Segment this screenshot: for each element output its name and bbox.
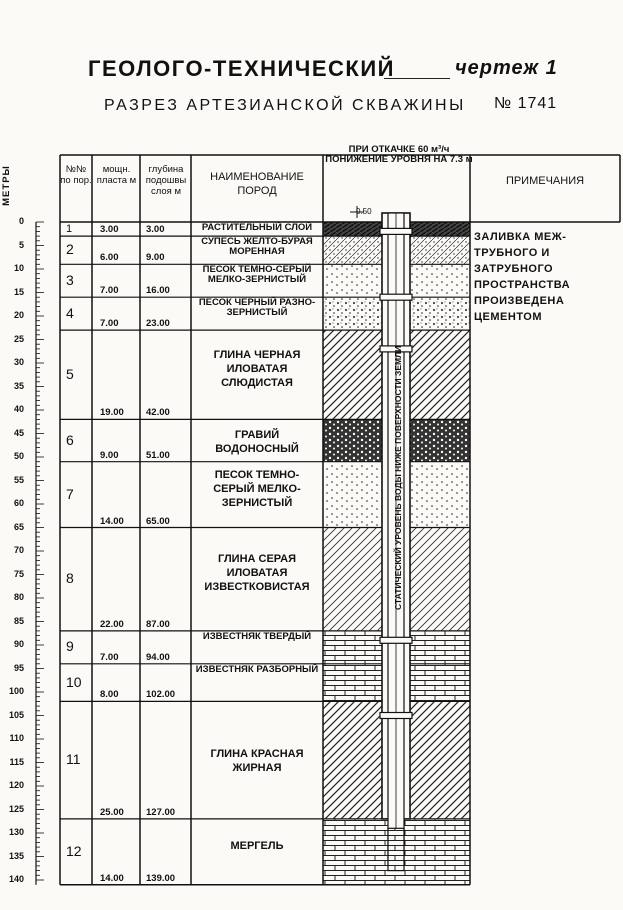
layer-bottom-depth: 102.00	[146, 689, 176, 701]
layer-index: 7	[66, 485, 74, 502]
layer-bottom-depth: 87.00	[146, 618, 170, 630]
layer-bottom-depth: 16.00	[146, 285, 170, 297]
notes-text: ЗАЛИВКА МЕЖ-ТРУБНОГО И ЗАТРУБНОГО ПРОСТРАНСТВА ПРОИЗВЕДЕНА ЦЕМЕНТОМ	[474, 231, 571, 323]
layer-rock-name: РАСТИТЕЛЬНЫЙ СЛОЙ	[201, 222, 313, 233]
depth-tick-label: 5	[18, 239, 24, 250]
depth-tick-label: 125	[8, 803, 24, 814]
depth-tick-label: 0	[18, 216, 24, 226]
depth-tick-label: 15	[13, 286, 24, 297]
layer-thickness: 7.00	[100, 285, 119, 297]
depth-tick-label: 85	[13, 615, 24, 626]
layer-index: 11	[66, 751, 81, 768]
layer-index: 8	[66, 570, 74, 587]
layer-bottom-depth: 9.00	[146, 252, 165, 264]
layer-index: 3	[66, 271, 74, 288]
layer-bottom-depth: 3.00	[146, 224, 165, 236]
header-construction: ПРИ ОТКАЧКЕ 60 м³/ч ПОНИЖЕНИЕ УРОВНЯ НА 7.3 м	[325, 144, 473, 165]
layer-index: 10	[66, 673, 82, 690]
casing-shoe	[380, 713, 412, 719]
layer-rock-name: ПЕСОК ТЕМНО-СЕРЫЙ МЕЛКО-ЗЕРНИСТЫЙ	[213, 468, 301, 509]
water-level-mark: 0.50	[356, 207, 372, 216]
depth-tick-label: 115	[9, 756, 24, 767]
layer-thickness: 22.00	[100, 618, 124, 630]
casing-shoe	[380, 228, 412, 234]
depth-tick-label: 55	[13, 474, 24, 485]
depth-tick-label: 135	[8, 850, 24, 861]
layer-thickness: 7.00	[100, 651, 119, 663]
layer-index: 2	[66, 241, 74, 258]
casing-shoe	[380, 294, 412, 300]
layer-rock-name: МЕРГЕЛЬ	[230, 839, 284, 852]
layer-index: 6	[66, 431, 74, 448]
layer-rock-name: ПЕСОК ЧЕРНЫЙ РАЗНО-ЗЕРНИСТЫЙ	[198, 297, 316, 319]
depth-axis-label: МЕТРЫ	[0, 165, 12, 206]
layer-bottom-depth: 23.00	[146, 318, 170, 330]
static-level-label: СТАТИЧЕСКИЙ УРОВЕНЬ ВОДЫ НИЖЕ ПОВЕРХНОСТИ ЗЕМЛИ	[393, 345, 403, 610]
well-filter	[388, 828, 404, 870]
depth-tick-label: 25	[13, 333, 24, 344]
layer-index: 9	[66, 638, 74, 655]
depth-tick-label: 70	[13, 545, 24, 555]
depth-tick-label: 100	[8, 686, 24, 696]
depth-tick-label: 80	[13, 592, 24, 602]
layer-rock-name: СУПЕСЬ ЖЕЛТО-БУРАЯ МОРЕННАЯ	[201, 236, 313, 258]
layer-thickness: 9.00	[100, 449, 119, 461]
depth-tick-label: 40	[13, 404, 24, 414]
layer-thickness: 19.00	[100, 407, 124, 419]
header-bottom-depth: глубина подошвы слоя м	[145, 164, 187, 197]
layer-bottom-depth: 51.00	[146, 449, 170, 461]
depth-tick-label: 30	[13, 357, 24, 367]
layer-index: 1	[66, 223, 73, 235]
casing-shoe	[380, 637, 412, 643]
header-thickness: мощн. пласта м	[96, 164, 137, 186]
depth-tick-label: 10	[13, 263, 24, 273]
header-rock-name: НАИМЕНОВАНИЕ ПОРОД	[210, 171, 304, 197]
depth-tick-label: 45	[13, 427, 24, 438]
sheet-label: чертеж 1	[455, 57, 558, 79]
depth-tick-label: 140	[8, 874, 24, 884]
depth-tick-label: 90	[13, 639, 24, 649]
depth-tick-label: 95	[13, 662, 24, 673]
layer-thickness: 8.00	[100, 689, 119, 701]
layer-thickness: 7.00	[100, 318, 119, 330]
layer-rock-name: ГЛИНА КРАСНАЯ ЖИРНАЯ	[210, 748, 304, 775]
layer-index: 4	[66, 304, 74, 321]
depth-tick-label: 120	[8, 780, 24, 790]
drawing-subtitle: РАЗРЕЗ АРТЕЗИАНСКОЙ СКВАЖИНЫ	[104, 97, 466, 114]
drawing-title: ГЕОЛОГО-ТЕХНИЧЕСКИЙ	[88, 56, 395, 81]
layer-rock-name: ГЛИНА СЕРАЯ ИЛОВАТАЯ ИЗВЕСТКОВИСТАЯ	[204, 553, 310, 594]
layer-thickness: 25.00	[100, 806, 124, 818]
depth-tick-label: 35	[13, 380, 24, 391]
well-number: № 1741	[494, 95, 558, 112]
depth-tick-label: 130	[8, 827, 24, 837]
depth-tick-label: 20	[13, 310, 24, 320]
depth-tick-label: 75	[13, 568, 24, 579]
header-notes: ПРИМЕЧАНИЯ	[505, 175, 585, 187]
layer-thickness: 6.00	[100, 252, 119, 264]
layer-bottom-depth: 94.00	[146, 651, 170, 663]
layer-rock-name: ИЗВЕСТНЯК ТВЕРДЫЙ	[202, 630, 312, 642]
depth-tick-label: 110	[9, 733, 24, 743]
depth-tick-label: 65	[13, 521, 24, 532]
layer-bottom-depth: 42.00	[146, 407, 170, 419]
layer-rock-name: ПЕСОК ТЕМНО-СЕРЫЙ МЕЛКО-ЗЕРНИСТЫЙ	[202, 264, 312, 286]
depth-tick-label: 50	[13, 451, 24, 461]
layer-index: 5	[66, 365, 74, 382]
layer-index: 12	[66, 842, 82, 859]
layer-rock-name: ГРАВИЙ ВОДОНОСНЫЙ	[215, 428, 299, 455]
depth-tick-label: 60	[13, 498, 24, 508]
layer-thickness: 3.00	[100, 224, 119, 236]
header-index: №№ по пор.	[60, 164, 92, 186]
depth-tick-label: 105	[8, 709, 24, 720]
layer-bottom-depth: 65.00	[146, 515, 170, 527]
layer-bottom-depth: 127.00	[146, 806, 176, 818]
layer-thickness: 14.00	[100, 872, 124, 884]
layer-thickness: 14.00	[100, 515, 124, 527]
layer-rock-name: ГЛИНА ЧЕРНАЯ ИЛОВАТАЯ СЛЮДИСТАЯ	[213, 348, 301, 389]
layer-bottom-depth: 139.00	[146, 872, 176, 884]
layer-rock-name: ИЗВЕСТНЯК РАЗБОРНЫЙ	[195, 663, 319, 675]
